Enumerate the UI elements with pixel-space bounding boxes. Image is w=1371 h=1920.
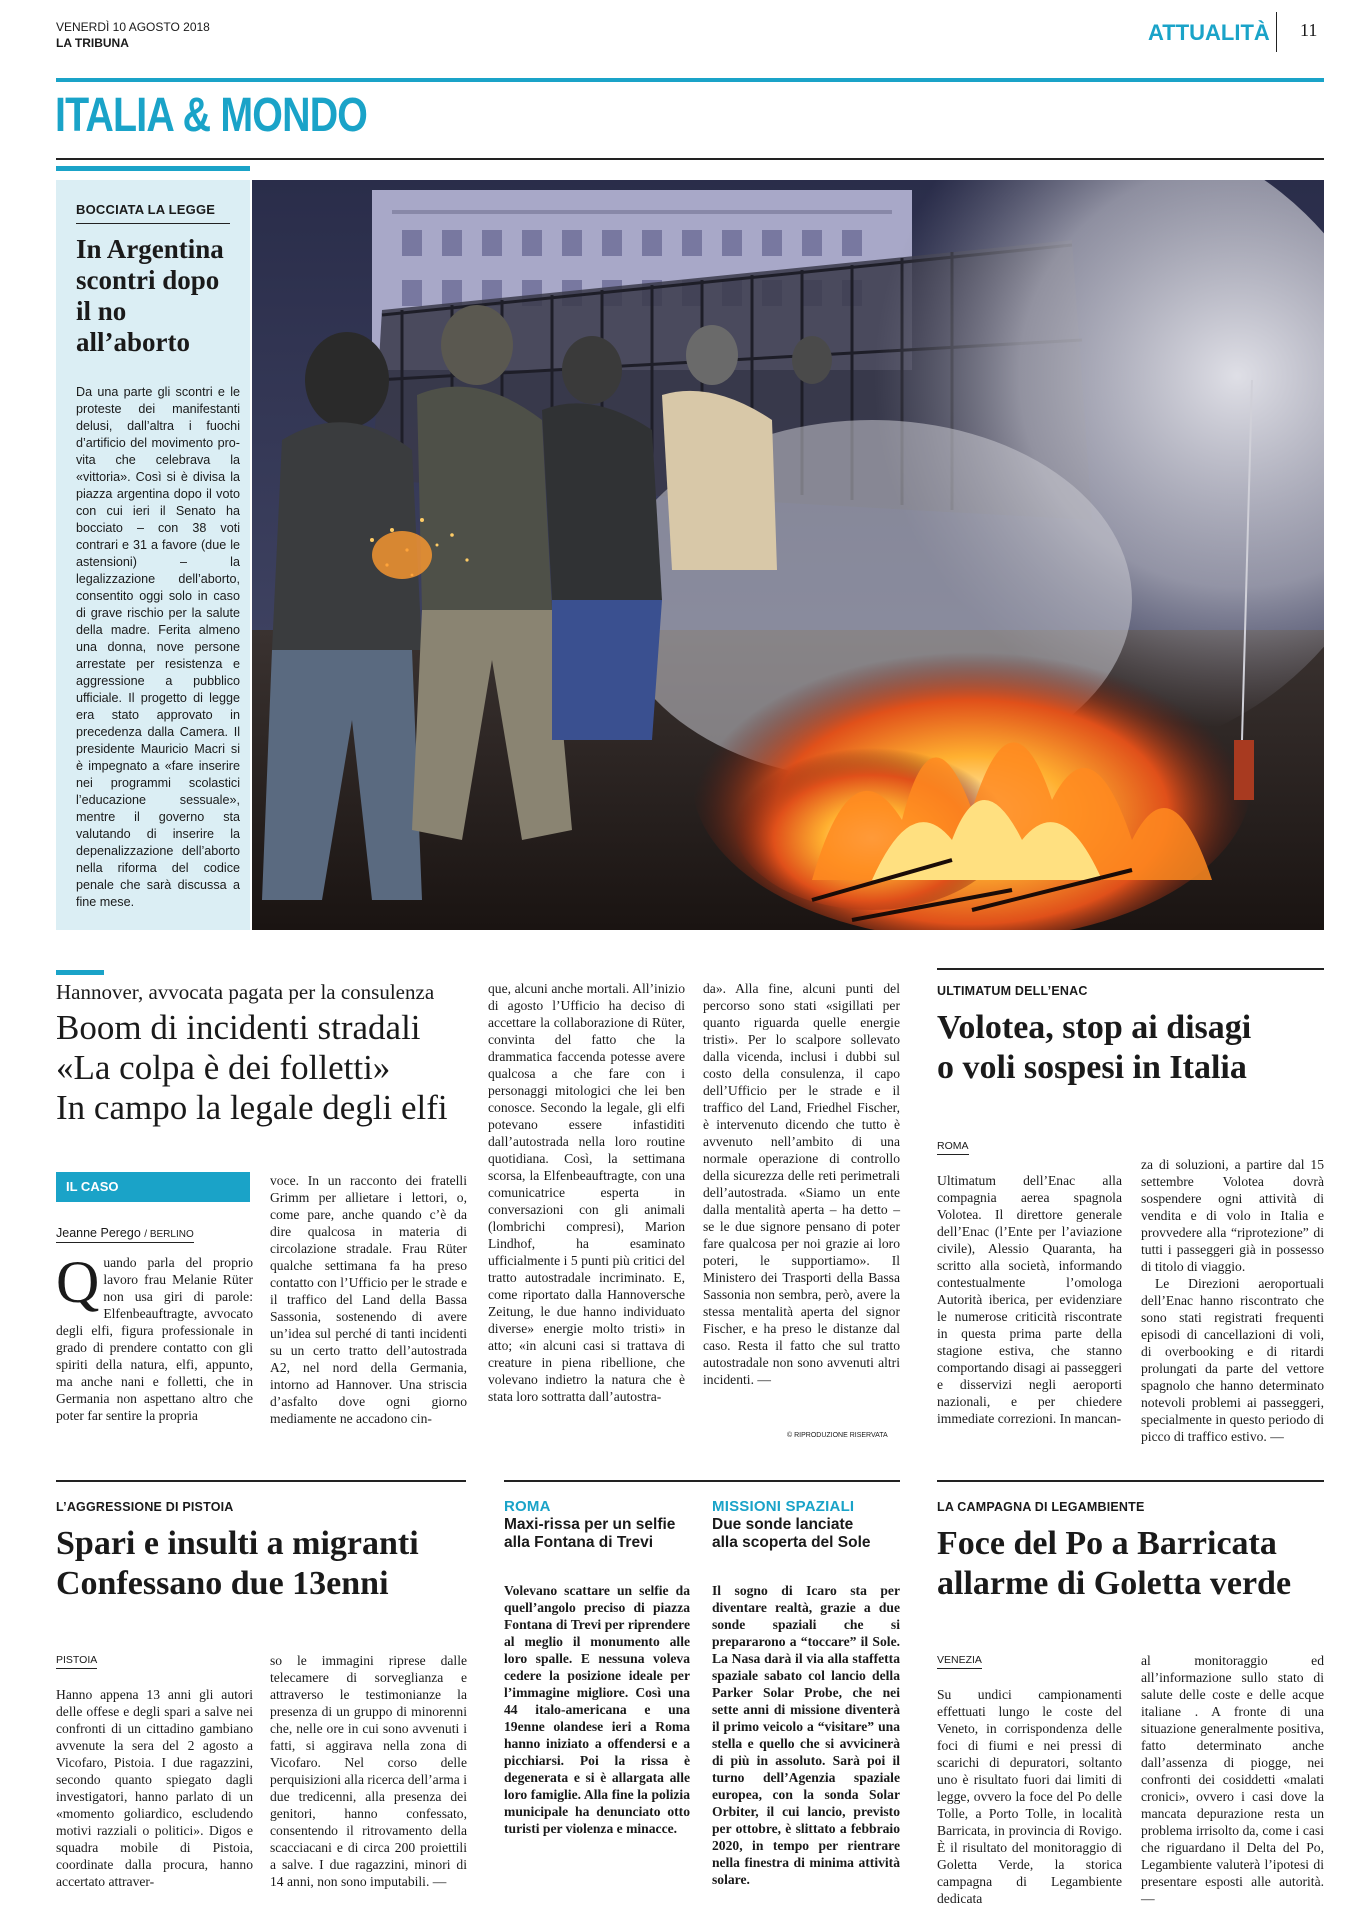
volotea-col1: Ultimatum dell’Enac alla compagnia aerea spagnola Volotea. Il direttore generale dell’Enac (l’Ente per l’aviazione civile), Alessio Quaranta, ha scritto alla società, informando contestualmente l’omologa Autorità iberica, per evidenziare le numerose criticità riscontrate in questa prima parte della stagione estiva, che stanno comportando disagi ai passeggeri e disservizi negli aeroporti nazionali, e per chiedere immediate correzioni. In mancan- bbox=[937, 1173, 1122, 1426]
elfi-title-line: Boom di incidenti stradali bbox=[56, 1008, 421, 1047]
title-rule bbox=[56, 158, 1324, 160]
volotea-col2 bbox=[1141, 1156, 1324, 1445]
pistoia-title-line: Spari e insulti a migranti bbox=[56, 1525, 419, 1562]
elfi-col2: voce. In un racconto dei fratelli Grimm per allietare i lettori, o, come pare, anche quando c’è da dire qualcosa in materia di circolazione stradale. Frau Rüter qualche settimana fa ha preso contatto con l’Ufficio per le strade e il traffico del Land della Bassa Sassonia, sostenendo di avere un’idea sul perché di tanti incidenti su un certo tratto dell’autostrada A2, nel nord della Germania, intorno ad Hannover. Una striscia d’asfalto dove ogni giorno mediamente ne accadono cin- bbox=[270, 1173, 467, 1426]
missioni-body: Il sogno di Icaro sta per diventare realtà, grazie a due sonde spaziali che si prepararono a “toccare” il Sole. La Nasa darà il via alla staffetta spaziale sabato col lancio della Parker Solar Probe, che nei sette anni di missione diventerà il primo veicolo a “visitare” una stella e quello che si avvicinerà di più in assoluto. Sarà poi il turno dell’Agenzia spaziale europea, con la sonda Solar Orbiter, il cui lancio, previsto per ottobre, è slittato a febbraio 2020, in tempo per rientrare nella finestra di minima attività solare. bbox=[712, 1583, 900, 1887]
pistoia-col2: so le immagini riprese dalle telecamere di sorveglianza e attraverso le testimonianze la presenza di un gruppo di minorenni che, nelle ore in cui sono avvenuti i fatti, si aggirava nella zona di Vicofaro. Nel corso delle perquisizioni alla ricerca dell’arma i due tredicenni, alla presenza dei genitori, hanno confessato, consentendo il ritrovamento della scacciacani e di circa 200 proiettili a salve. I due ragazzini, minori di 14 anni, non sono imputabili. — bbox=[270, 1653, 468, 1889]
elfi-location: / BERLINO bbox=[144, 1229, 194, 1240]
legambiente-title-line: allarme di Goletta verde bbox=[937, 1565, 1292, 1602]
legambiente-place: VENEZIA bbox=[937, 1654, 982, 1669]
missioni-title-line: Due sonde lanciate bbox=[712, 1516, 854, 1533]
header-date: VENERDÌ 10 AGOSTO 2018 bbox=[56, 20, 210, 34]
legambiente-title-line: Foce del Po a Barricata bbox=[937, 1525, 1277, 1562]
roma-kicker: ROMA bbox=[504, 1498, 551, 1515]
elfi-col3: que, alcuni anche mortali. All’inizio di agosto l’Ufficio ha deciso di accettare la collaborazione di Rüter, convinta del fatto che la drammatica faccenda potesse avere qualcosa a che fare con i personaggi mitologici che lei ben conosce. Secondo la legale, gli elfi potevano essere infastiditi dall’autostrada nella loro routine quotidiana. Così, la settimana scorsa, la Elfenbeauftragte, con una comunicatrice esperta in conversazioni con gli animali (lombrichi compresi), Marion Lindhof, ha esaminato ufficialmente i 5 punti più critici del tratto autostradale incriminato. E, come riportato dalla Hannoversche Zeitung, le due hanno individuato diverse» energie molto tristi» in atto; «in alcuni casi si trattava di creature in piena ribellione, che volevano indietro la natura che è stata loro sottratta dall’autostra- bbox=[488, 981, 685, 1404]
elfi-byline bbox=[56, 1226, 194, 1243]
missioni-title-line: alla scoperta del Sole bbox=[712, 1534, 871, 1551]
roma-body: Volevano scattare un selfie da quell’angolo preciso di piazza Fontana di Trevi per riprendere al meglio il monumento alle loro spalle. E nessuna voleva cedere la posizione ideale per l’immagine migliore. Così una 44 italo-americana e una 19enne olandese ieri a Roma hanno iniziato a offendersi e a picchiarsi. Poi la rissa è degenerata e si è allargata alle loro famiglie. Alla fine la polizia municipale ha denunciato otto turisti per violenza e minacce. bbox=[504, 1583, 690, 1836]
volotea-col2b-text: Le Direzioni aeroportuali dell’Enac hanno riscontrato che sono stati registrati frequenti episodi di cancellazioni di voli, di overbooking e di ritardi prolungati da parte del vettore spagnolo che hanno determinato notevoli problemi ai passeggeri, specialmente in questo periodo di picco di traffico estivo. — bbox=[1141, 1276, 1324, 1444]
missioni-kicker: MISSIONI SPAZIALI bbox=[712, 1498, 855, 1515]
drop-cap: Q bbox=[56, 1249, 100, 1315]
elfi-accent bbox=[56, 970, 104, 975]
pistoia-title bbox=[56, 1524, 476, 1604]
pistoia-kicker: L’AGGRESSIONE DI PISTOIA bbox=[56, 1500, 234, 1514]
volotea-title bbox=[937, 1008, 1324, 1088]
lead-kicker: BOCCIATA LA LEGGE bbox=[76, 202, 216, 217]
legambiente-rule bbox=[937, 1480, 1324, 1482]
missioni-title bbox=[712, 1516, 902, 1552]
elfi-copyright: © RIPRODUZIONE RISERVATA bbox=[787, 1432, 888, 1439]
lead-title: In Argentina scontri dopo il no all’aborto bbox=[76, 234, 224, 357]
volotea-col2-text: za di soluzioni, a partire dal 15 settembre Volotea dovrà sospendere ogni attività di vendita e di volo in Italia e provvedere alla “riprotezione” di tutti i passeggeri già in possesso di titolo di viaggio. bbox=[1141, 1157, 1324, 1274]
pistoia-col1: Hanno appena 13 anni gli autori delle offese e degli spari a salve nei confronti di un cittadino gambiano avvenute la sera del 2 agosto a Vicofaro, Pistoia. I due ragazzini, secondo quanto spiegato dagli investigatori, hanno parlato di un «momento goliardico, escludendo motivi razziali o politici». Digos e squadra mobile di Pistoia, coordinate dalla procura, hanno accertato attraver- bbox=[56, 1687, 253, 1889]
top-rule bbox=[56, 78, 1324, 82]
roma-title-line: alla Fontana di Trevi bbox=[504, 1534, 654, 1551]
protest-photo bbox=[252, 180, 1324, 930]
elfi-label: IL CASO bbox=[56, 1172, 250, 1202]
elfi-col4: da». Alla fine, alcuni punti del percorso sono stati «sigillati per quanto riguarda quelle energie tristi». Per lo scalpore sollevato dalla vicenda, inclusi i dubbi sul costo della consulenza, il capo dell’Ufficio per le strade e il traffico del Land, Friedhel Fischer, è intervenuto dicendo che tutto è avvenuto nell’ambito di una normale operazione di controllo della sicurezza delle reti perimetrali dell’autostrada. «Siamo un ente dalla mentalità aperta – ha detto – se le due signore pensano di poter fare qualcosa per noi grazie ai loro poteri, le supportiamo». Il Ministero dei Trasporti della Bassa Sassonia non sembra, però, avere la stessa mentalità aperta del signor Fischer, e ha preso le distanze dal caso. Resta il fatto che sul tratto autostradale non sono avvenuti altri incidenti. — bbox=[703, 981, 900, 1387]
header-divider bbox=[1276, 12, 1277, 52]
elfi-title-line: «La colpa è dei folletti» bbox=[56, 1048, 391, 1087]
volotea-place: ROMA bbox=[937, 1140, 969, 1155]
protest-fire-photo-icon bbox=[252, 180, 1324, 930]
volotea-title-line: o voli sospesi in Italia bbox=[937, 1049, 1247, 1086]
short-news-rule bbox=[504, 1480, 900, 1482]
volotea-rule bbox=[937, 968, 1324, 970]
lead-body: Da una parte gli scontri e le proteste dei manifestanti delusi, dall’altra i fuochi d’artificio del movimento pro-vita che celebrava la «vittoria». Così si è divisa la piazza argentina dopo il voto con cui ieri il Senato ha bocciato – con 38 voti contrari e 31 a favore (due le astensioni) – la legalizzazione dell’aborto, consentito oggi solo in caso di grave rischio per la salute della madre. Ferita almeno una donna, nove persone arrestate per resistenza e aggressione a pubblico ufficiale. Il progetto di legge era stato approvato in precedenza dalla Camera. Il presidente Mauricio Macri si è impegnato a «fare inserire nei programmi scolastici l’educazione sessuale», mentre il governo sta valutando di inserire la depenalizzazione dell’aborto nella riforma del codice penale che sarà discussa a fine mese. bbox=[76, 385, 240, 909]
legambiente-col1: Su undici campionamenti effettuati lungo le coste del Veneto, in corrispondenza delle foci di fiumi e nei pressi di scarichi di depuratori, soltanto uno è risultato fuori dai limiti di legge, ovvero la foce del Po delle Tolle, a Porto Tolle, in località Barricata, in provincia di Rovigo. È il risultato del monitoraggio di Goletta Verde, la storica campagna di Legambiente dedicata bbox=[937, 1687, 1122, 1906]
header-newspaper: LA TRIBUNA bbox=[56, 36, 129, 50]
title-accent bbox=[56, 166, 250, 171]
pistoia-title-line: Confessano due 13enni bbox=[56, 1565, 389, 1602]
lead-kicker-rule bbox=[76, 223, 230, 224]
page-number: 11 bbox=[1300, 20, 1318, 40]
elfi-col1 bbox=[56, 1249, 253, 1444]
elfi-col1-text: uando parla del proprio lavoro frau Melanie Rüter non usa giri di parole: Elfenbeauftragte, avvocato degli elfi, figura professionale in grado di prendere contatto con gli spiriti della natura, elfi, appunto, ma anche nani e folletti, che in Germania non aspettano altro che poter far sentire la propria bbox=[56, 1255, 253, 1423]
elfi-overline: Hannover, avvocata pagata per la consulenza bbox=[56, 980, 435, 1004]
volotea-title-line: Volotea, stop ai disagi bbox=[937, 1009, 1252, 1046]
lead-box bbox=[56, 180, 250, 930]
elfi-author: Jeanne Perego bbox=[56, 1226, 141, 1240]
roma-title bbox=[504, 1516, 694, 1552]
roma-title-line: Maxi-rissa per un selfie bbox=[504, 1516, 676, 1533]
page-title: ITALIA & MONDO bbox=[55, 89, 368, 142]
legambiente-title bbox=[937, 1524, 1324, 1604]
pistoia-place: PISTOIA bbox=[56, 1654, 97, 1669]
elfi-title-line: In campo la legale degli elfi bbox=[56, 1088, 448, 1127]
elfi-title bbox=[56, 1008, 476, 1128]
legambiente-col2: al monitoraggio ed all’informazione sullo stato di salute delle coste e delle acque italiane . A fronte di una situazione generalmente positiva, fatto determinato anche dall’assenza di piogge, nei confronti dei cosiddetti «malati cronici», ovvero i casi dove la mancata depurazione resta un problema irrisolto da, come i casi che riguardano il Delta del Po, Legambiente valuterà l’ipotesi di presentare esposti alle autorità. — bbox=[1141, 1653, 1324, 1906]
volotea-kicker: ULTIMATUM DELL’ENAC bbox=[937, 984, 1088, 998]
header-section: ATTUALITÀ bbox=[1148, 20, 1270, 45]
pistoia-rule bbox=[56, 1480, 466, 1482]
legambiente-kicker: LA CAMPAGNA DI LEGAMBIENTE bbox=[937, 1500, 1145, 1514]
